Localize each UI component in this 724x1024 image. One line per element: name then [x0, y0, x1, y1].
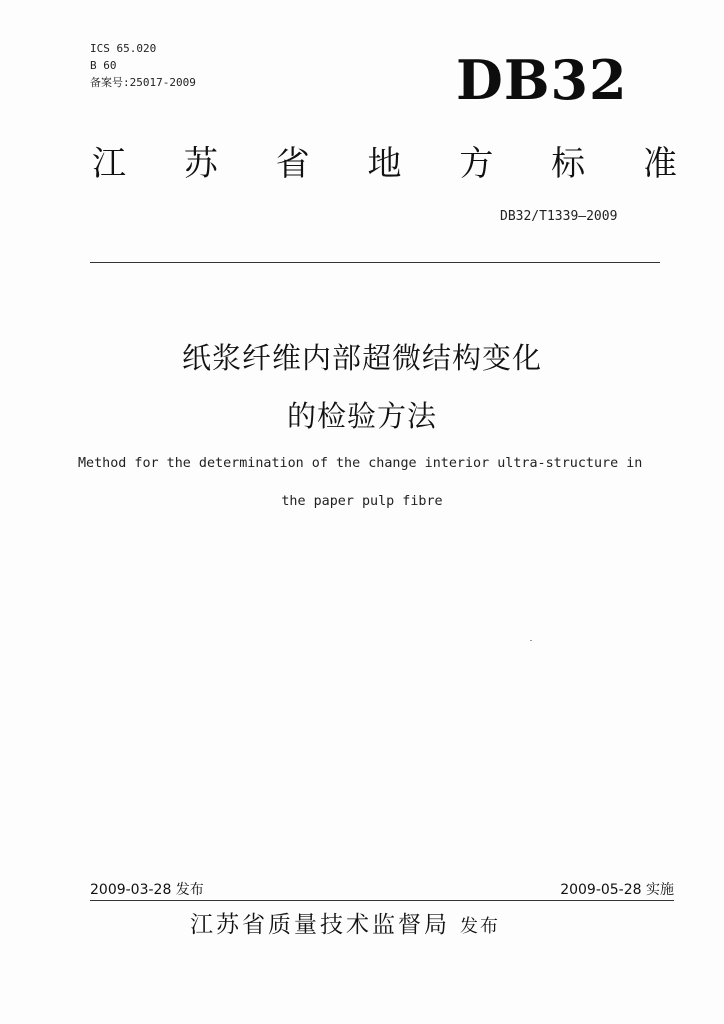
standard-category-title [92, 142, 677, 186]
category-char: 省 [275, 144, 310, 184]
classification-block [90, 40, 196, 91]
chinese-title-line-2: 的检验方法 [286, 399, 437, 433]
ics-code: ICS 65.020 [90, 42, 157, 55]
issue-date: 2009-03-28 发布 [90, 882, 204, 898]
implementation-date: 2009-05-28 实施 [560, 882, 674, 898]
filing-number: 备案号:25017-2009 [90, 76, 196, 89]
category-char: 准 [642, 144, 677, 184]
issuing-authority [190, 908, 500, 944]
scan-speck [530, 640, 532, 641]
standard-code-logo: DB32 [456, 48, 628, 112]
category-char: 方 [459, 144, 494, 184]
ccs-code: B 60 [90, 59, 117, 72]
chinese-title-line-1: 纸浆纤维内部超微结构变化 [181, 341, 542, 375]
footer-divider [90, 900, 674, 901]
english-title-line-1: Method for the determination of the change interior ultra-structure in [78, 456, 643, 471]
standard-number: DB32/T1339—2009 [500, 209, 618, 224]
issuer-name: 江苏省质量技术监督局 [190, 912, 450, 938]
header-divider [90, 262, 660, 263]
english-title-line-2: the paper pulp fibre [281, 494, 443, 509]
category-char: 地 [367, 144, 402, 184]
category-char: 标 [551, 144, 586, 184]
category-char: 苏 [183, 144, 218, 184]
issuer-suffix: 发布 [460, 916, 500, 937]
category-char: 江 [92, 144, 126, 184]
